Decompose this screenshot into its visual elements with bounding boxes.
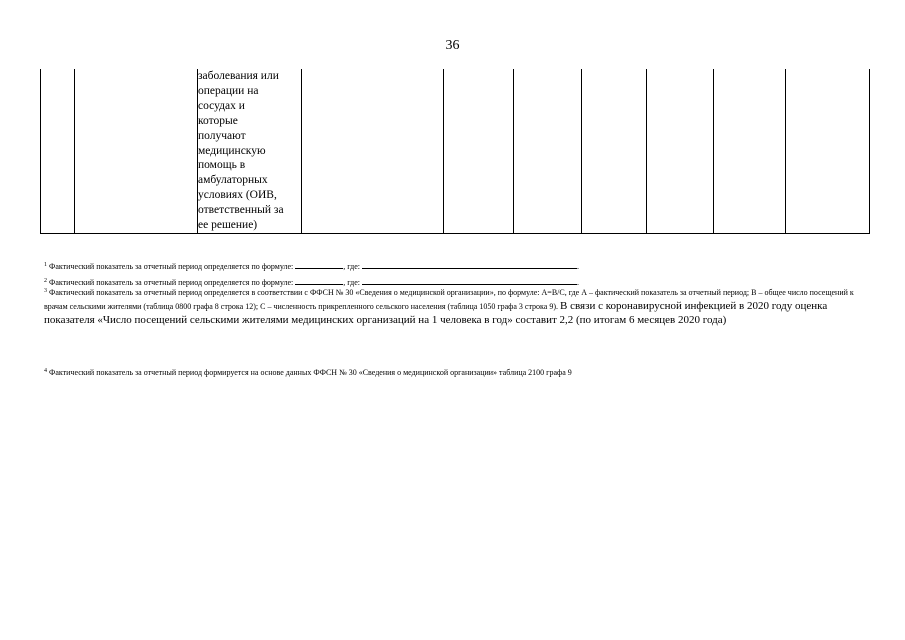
blank-line [295,260,343,269]
footnote-number: 1 [44,262,47,268]
footnote-covid-note: В связи с коронавирусной инфекцией в 2020 году оценка показателя «Число посещений сельскими жителями медицинских организаций на 1 человека в год» составит 2,2 (по итогам 6 месяцев 2020 года) [44,299,828,326]
table-cell [514,69,582,234]
table-cell [302,69,444,234]
table-cell [714,69,786,234]
footnote-4 [44,366,864,379]
table-cell [647,69,714,234]
footnote-mid: , где: [343,278,361,287]
indicator-table [40,69,870,234]
footnote-number: 4 [44,368,47,374]
table-cell [444,69,514,234]
footnote-text: Фактический показатель за отчетный период формируется на основе данных ФФСН № 30 «Сведения о медицинской организации» таблица 2100 графа 9 [49,368,572,377]
footnote-1 [44,260,864,273]
footnote-3 [44,286,864,327]
footnote-text: Фактический показатель за отчетный период определяется по формуле: [49,278,294,287]
table-cell-number [41,69,75,234]
footnote-text: Фактический показатель за отчетный период определяется в соответствии с ФФСН № 30 «Сведения о медицинской организации», по формуле: А=В/С, где А – фактический показатель за отчетный период; В – общее число посещений к врачам сельскими жителями (таблица 0800 графа 8 строка 12); С – численность прикрепленного сельского населения (таблица 1050 графа 3 строка 9). [44,288,854,311]
footnote-text: Фактический показатель за отчетный период определяется по формуле: [49,262,294,271]
blank-line [362,260,580,271]
blank-line [295,276,343,285]
footnote-end: . [577,278,580,287]
footnote-end: . [577,262,580,271]
footnote-mid: , где: [343,262,361,271]
table-cell-name [75,69,198,234]
blank-line [362,276,580,287]
page-number: 36 [445,38,460,53]
table-cell [582,69,647,234]
footnote-number: 2 [44,278,47,284]
table-cell-description: заболевания или операции на сосудах и которые получают медицинскую помощь в амбулаторных условиях (ОИВ, ответственный за ее решение) [198,69,302,234]
footnote-number: 3 [44,288,47,294]
table-row [41,69,870,234]
table-cell [786,69,870,234]
